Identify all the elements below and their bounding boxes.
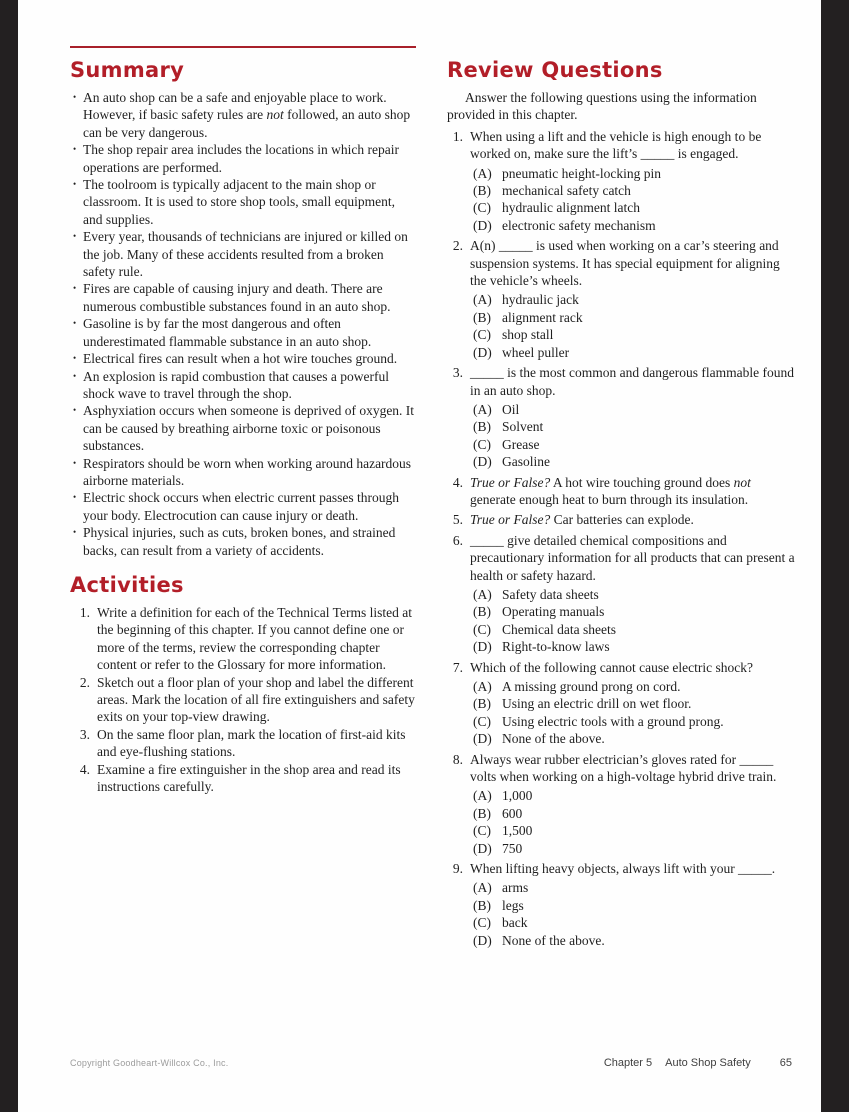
answer-choice [473,822,795,839]
answer-choice [473,344,795,361]
summary-bullet [70,455,416,490]
page-right-edge [821,0,849,1112]
choice-text: 1,000 [502,788,533,804]
question-text: Always wear rubber electrician’s gloves rated for _____ volts when working on a high-voltage hybrid drive train. [470,751,777,785]
choice-text: None of the above. [502,932,605,948]
choice-label: (A) [473,679,492,694]
answer-choice [473,309,795,326]
answer-choices [473,879,795,949]
choice-text: A missing ground prong on cord. [502,679,681,694]
choice-label: (D) [473,840,492,856]
summary-bullet-text: Gasoline is by far the most dangerous and often underestimated flammable substance in an auto shop. [83,316,372,349]
review-question [447,364,795,470]
answer-choice [473,586,795,603]
activities-heading: Activities [70,572,184,597]
summary-bullet [70,89,416,141]
choice-text: Right-to-know laws [502,639,610,655]
activity-number: 4. [79,761,90,777]
question-row [447,128,795,163]
choice-label: (D) [473,454,492,470]
question-number: 5. [452,512,463,528]
answer-choice [473,713,795,730]
choice-label: (B) [473,419,491,435]
answer-choices [473,165,795,235]
answer-choice [473,199,795,216]
choice-text: legs [502,897,524,913]
answer-choices [473,787,795,857]
choice-label: (C) [473,436,491,452]
answer-choice [473,401,795,418]
choice-text: pneumatic height-locking pin [502,165,661,181]
bullet-marker-icon: • [73,231,77,242]
page-footer [70,1057,792,1069]
bullet-marker-icon: • [73,527,77,538]
question-row [447,659,795,676]
review-question [447,511,795,528]
choice-label: (D) [473,344,492,360]
question-row [447,237,795,289]
summary-bullet-text: Electric shock occurs when electric current passes through your body. Electrocution can cause injury or death. [83,490,399,523]
choice-label: (C) [473,327,491,343]
footer-running-head [604,1057,792,1069]
question-number: 7. [452,659,463,675]
choice-label: (B) [473,897,491,913]
summary-bullet [70,176,416,228]
question-row [447,751,795,786]
summary-bullet-text: An explosion is rapid combustion that causes a powerful shock wave to travel through the shop. [83,368,389,401]
choice-text: 600 [502,805,523,821]
answer-choice [473,436,795,453]
answer-choice [473,418,795,435]
choice-text: hydraulic alignment latch [502,200,640,216]
bullet-marker-icon: • [73,179,77,190]
question-number: 4. [452,474,463,490]
summary-bullet-text: Respirators should be worn when working around hazardous airborne materials. [83,455,412,488]
answer-choice [473,932,795,949]
bullet-marker-icon: • [73,405,77,416]
question-number: 2. [452,238,463,254]
choice-text: arms [502,880,529,896]
question-number: 6. [452,532,463,548]
choice-text: back [502,915,528,931]
review-question [447,532,795,656]
answer-choice [473,879,795,896]
choice-text: None of the above. [502,731,605,747]
summary-bullet-text: Asphyxiation occurs when someone is deprived of oxygen. It can be caused by breathing airborne toxic or poisonous substances. [83,403,415,454]
bullet-marker-icon: • [73,353,77,364]
activity-text: Write a definition for each of the Technical Terms listed at the beginning of this chapter. If you cannot define one or more of the terms, review the corresponding chapter content or refer to the Glossary for more information. [97,604,412,673]
answer-choice [473,787,795,804]
choice-label: (C) [473,200,491,216]
summary-bullet [70,141,416,176]
question-row [447,474,795,509]
activity-text: Examine a fire extinguisher in the shop area and read its instructions carefully. [97,761,401,795]
question-row [447,364,795,399]
question-text: A(n) _____ is used when working on a car’s steering and suspension systems. It has special equipment for aligning the vehicle’s wheels. [470,238,780,289]
answer-choices [473,401,795,471]
activities-list [70,604,416,795]
summary-bullet [70,350,416,367]
activity-text: On the same floor plan, mark the location of first-aid kits and eye-flushing stations. [97,726,406,760]
question-text: When lifting heavy objects, always lift with your _____. [470,861,776,877]
answer-choice [473,621,795,638]
choice-text: Solvent [502,419,544,435]
bullet-marker-icon: • [73,318,77,329]
choice-label: (A) [473,880,492,896]
footer-page-number: 65 [779,1057,792,1069]
question-text: Which of the following cannot cause electric shock? [470,659,754,675]
bullet-marker-icon: • [73,283,77,294]
activity-number: 3. [79,726,90,742]
choice-text: mechanical safety catch [502,183,631,199]
summary-heading: Summary [70,58,185,82]
review-intro: Answer the following questions using the information provided in this chapter. [447,90,757,123]
choice-label: (D) [473,217,492,233]
answer-choice [473,730,795,747]
activity-item [70,726,416,761]
summary-bullet-text: An auto shop can be a safe and enjoyable place to work. However, if basic safety rules are not followed, an auto shop can be very dangerous. [83,90,411,140]
answer-choice [473,695,795,712]
choice-text: Safety data sheets [502,586,599,602]
footer-chapter: Chapter 5 [603,1057,653,1069]
summary-top-rule [70,46,416,48]
choice-label: (D) [473,731,492,747]
question-text: When using a lift and the vehicle is high enough to be worked on, make sure the lift’s _____ is engaged. [470,128,762,162]
choice-label: (B) [473,696,491,712]
summary-bullet-text: Electrical fires can result when a hot wire touches ground. [83,351,398,367]
choice-text: electronic safety mechanism [502,217,656,233]
question-text: True or False? A hot wire touching ground does not generate enough heat to burn through its insulation. [470,474,751,507]
choice-label: (C) [473,915,491,931]
choice-text: hydraulic jack [502,292,579,308]
answer-choices [473,586,795,656]
summary-bullet-text: The toolroom is typically adjacent to the main shop or classroom. It is used to store shop tools, small equipment, and supplies. [83,177,395,227]
answer-choice [473,914,795,931]
summary-bullet-text: The shop repair area includes the locations in which repair operations are performed. [83,142,400,175]
choice-text: Chemical data sheets [502,621,616,637]
summary-bullet [70,228,416,280]
choice-label: (B) [473,604,491,620]
answer-choice [473,603,795,620]
choice-label: (C) [473,621,491,637]
bullet-marker-icon: • [73,370,77,381]
review-questions-heading: Review Questions [447,58,663,82]
bullet-marker-icon: • [73,92,77,102]
summary-bullet [70,280,416,315]
question-text: True or False? Car batteries can explode. [470,512,694,528]
choice-label: (C) [473,823,491,839]
summary-bullet [70,315,416,350]
bullet-marker-icon: • [73,457,77,468]
activity-item [70,604,416,674]
question-text: _____ give detailed chemical compositions and precautionary information for all products that can present a health or safety hazard. [470,532,795,583]
question-number: 3. [452,365,463,381]
choice-text: 1,500 [502,823,533,839]
right-column [447,46,795,951]
answer-choice [473,840,795,857]
summary-bullet [70,368,416,403]
summary-bullet [70,402,416,454]
question-row [447,511,795,528]
answer-choice [473,291,795,308]
review-question [447,128,795,234]
bullet-marker-icon: • [73,144,77,155]
choice-text: wheel puller [502,344,570,360]
summary-list [70,89,416,559]
choice-text: Operating manuals [502,604,605,620]
summary-bullet-text: Every year, thousands of technicians are injured or killed on the job. Many of these accidents resulted from a broken safety rule. [83,229,408,280]
choice-label: (B) [473,183,491,199]
choice-text: Gasoline [502,454,550,470]
choice-label: (A) [473,292,492,308]
choice-text: Grease [502,436,540,452]
choice-text: Using an electric drill on wet floor. [502,696,692,712]
answer-choice [473,165,795,182]
question-number: 1. [452,128,463,144]
answer-choice [473,326,795,343]
choice-text: 750 [502,840,523,856]
answer-choice [473,638,795,655]
review-question [447,659,795,748]
summary-bullet-text: Physical injuries, such as cuts, broken bones, and strained backs, can result from a variety of accidents. [83,525,396,558]
review-questions-list [447,128,795,949]
choice-label: (C) [473,713,491,729]
summary-bullet [70,489,416,524]
activity-text: Sketch out a floor plan of your shop and label the different areas. Mark the location of all fire extinguishers and safety exits on your top-view drawing. [97,674,415,725]
activity-item [70,761,416,796]
review-question [447,237,795,361]
answer-choices [473,678,795,748]
answer-choice [473,217,795,234]
choice-text: Oil [502,401,520,417]
question-number: 9. [452,861,463,877]
choice-text: alignment rack [502,309,583,325]
answer-choice [473,182,795,199]
choice-text: Using electric tools with a ground prong. [502,713,724,729]
choice-label: (D) [473,639,492,655]
answer-choice [473,453,795,470]
review-question [447,474,795,509]
activity-number: 2. [79,674,90,690]
summary-bullet-text: Fires are capable of causing injury and death. There are numerous combustible substances found in an auto shop. [83,281,391,314]
copyright-text: Copyright Goodheart-Willcox Co., Inc. [70,1058,229,1068]
activity-item [70,674,416,726]
review-question [447,860,795,949]
choice-text: shop stall [502,327,554,343]
choice-label: (A) [473,788,492,804]
choice-label: (A) [473,165,492,181]
choice-label: (B) [473,309,491,325]
footer-chapter-title: Auto Shop Safety [665,1057,751,1069]
activity-number: 1. [79,604,90,620]
page-left-edge [0,0,18,1112]
answer-choice [473,897,795,914]
question-number: 8. [452,751,463,767]
choice-label: (A) [473,586,492,602]
answer-choices [473,291,795,361]
choice-label: (B) [473,805,491,821]
bullet-marker-icon: • [73,492,77,503]
left-column [70,46,416,795]
question-text: _____ is the most common and dangerous flammable found in an auto shop. [470,365,794,398]
summary-bullet [70,524,416,559]
question-row [447,860,795,877]
answer-choice [473,805,795,822]
answer-choice [473,678,795,695]
review-question [447,751,795,857]
choice-label: (A) [473,401,492,417]
choice-label: (D) [473,932,492,948]
question-row [447,532,795,584]
